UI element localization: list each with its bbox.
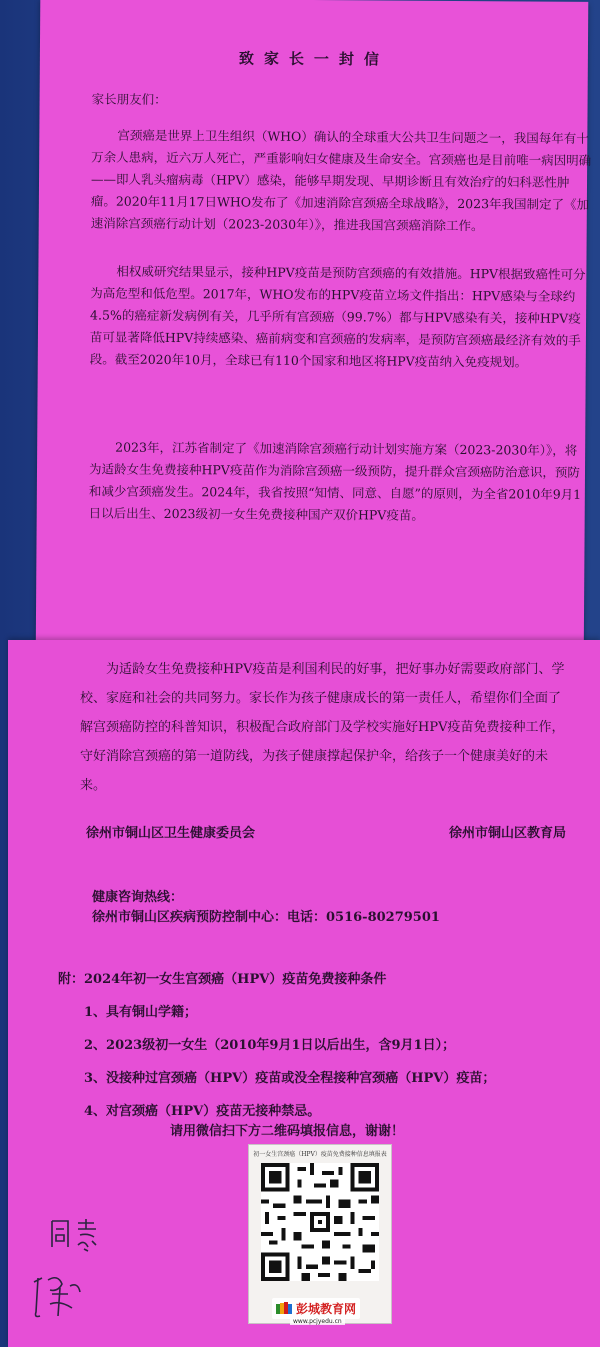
signer-health-commission: 徐州市铜山区卫生健康委员会 [86,826,256,841]
qr-card-title: 初一女生宫颈癌（HPV）疫苗免费接种信息填报表 [253,1151,387,1158]
site-watermark [272,1298,360,1319]
handwritten-consent [48,1215,108,1255]
qr-card [248,1144,392,1324]
attachment-title: 附：2024年初一女生宫颈癌（HPV）疫苗免费接种条件 [58,972,387,987]
signer-education-bureau: 徐州市铜山区教育局 [448,826,566,841]
condition-item: 4、对宫颈癌（HPV）疫苗无接种禁忌。 [84,1104,321,1119]
condition-item: 3、没接种过宫颈癌（HPV）疫苗或没全程接种宫颈癌（HPV）疫苗； [84,1071,496,1086]
watermark-url: www.pcjyedu.cn [290,1318,345,1325]
handwritten-signature [28,1272,88,1322]
letter-paragraph-1: 宫颈癌是世界上卫生组织（WHO）确认的全球重大公共卫生问题之一，我国每年有十万余人患病，近六万人死亡，严重影响妇女健康及生命安全。宫颈癌也是目前唯一病因明确——即人乳头瘤病毒（HPV）感染，能够早期发现、早期诊断且有效治疗的妇科恶性肿瘤。2020年11月17日WHO发布了《加速消除宫颈癌全球战略》，2023年我国制定了《加速消除宫颈癌行动计划（2023-2030年）》，推进我国宫颈癌消除工作。 [90,127,592,234]
letter-page-1 [36,0,592,660]
letter-paragraph-2: 相权威研究结果显示，接种HPV疫苗是预防宫颈癌的有效措施。HPV根据致癌性可分为高危型和低危型。2017年，WHO发布的HPV疫苗立场文件指出：HPV感染与全球约4.5%的癌症新发病例有关，几乎所有宫颈癌（99.7%）都与HPV感染有关，接种HPV疫苗可显著降低HPV持续感染、癌前病变和宫颈癌的发病率，是预防宫颈癌最经济有效的手段。截至2020年10月，全球已有110个国家和地区将HPV疫苗纳入免疫规划。 [89,263,586,370]
condition-item: 2、2023级初一女生（2010年9月1日以后出生，含9月1日）； [84,1038,456,1053]
letter-greeting: 家长朋友们： [91,91,167,107]
book-logo-icon [276,1302,292,1316]
condition-item: 1、具有铜山学籍； [84,1005,198,1020]
signature-block [86,822,566,841]
hotline-value: 徐州市铜山区疾病预防控制中心：电话：0516-80279501 [92,910,440,925]
hotline-label: 健康咨询热线： [92,890,184,905]
letter-paragraph-4: 为适龄女生免费接种HPV疫苗是利国利民的好事，把好事办好需要政府部门、学校、家庭和社会的共同努力。家长作为孩子健康成长的第一责任人，希望你们全面了解宫颈癌防控的科普知识，积极配合政府部门及学校实施好HPV疫苗免费接种工作，守好消除宫颈癌的第一道防线，为孩子健康撑起保护伞，给孩子一个健康美好的未来。 [80,662,565,793]
condition-list [84,996,584,1128]
scan-instruction: 请用微信扫下方二维码填报信息，谢谢！ [170,1124,405,1139]
letter-title: 致家长一封信 [238,49,389,69]
watermark-text: 彭城教育网 [296,1302,357,1316]
qr-code[interactable] [261,1163,379,1281]
letter-paragraph-3: 2023年，江苏省制定了《加速消除宫颈癌行动计划实施方案（2023-2030年）》，将为适龄女生免费接种HPV疫苗作为消除宫颈癌一级预防，提升群众宫颈癌防治意识，预防和减少宫颈癌发生。2024年，我省按照“知情、同意、自愿”的原则，为全省2010年9月1日以后出生、2023级初一女生免费接种国产双价HPV疫苗。 [88,439,582,523]
